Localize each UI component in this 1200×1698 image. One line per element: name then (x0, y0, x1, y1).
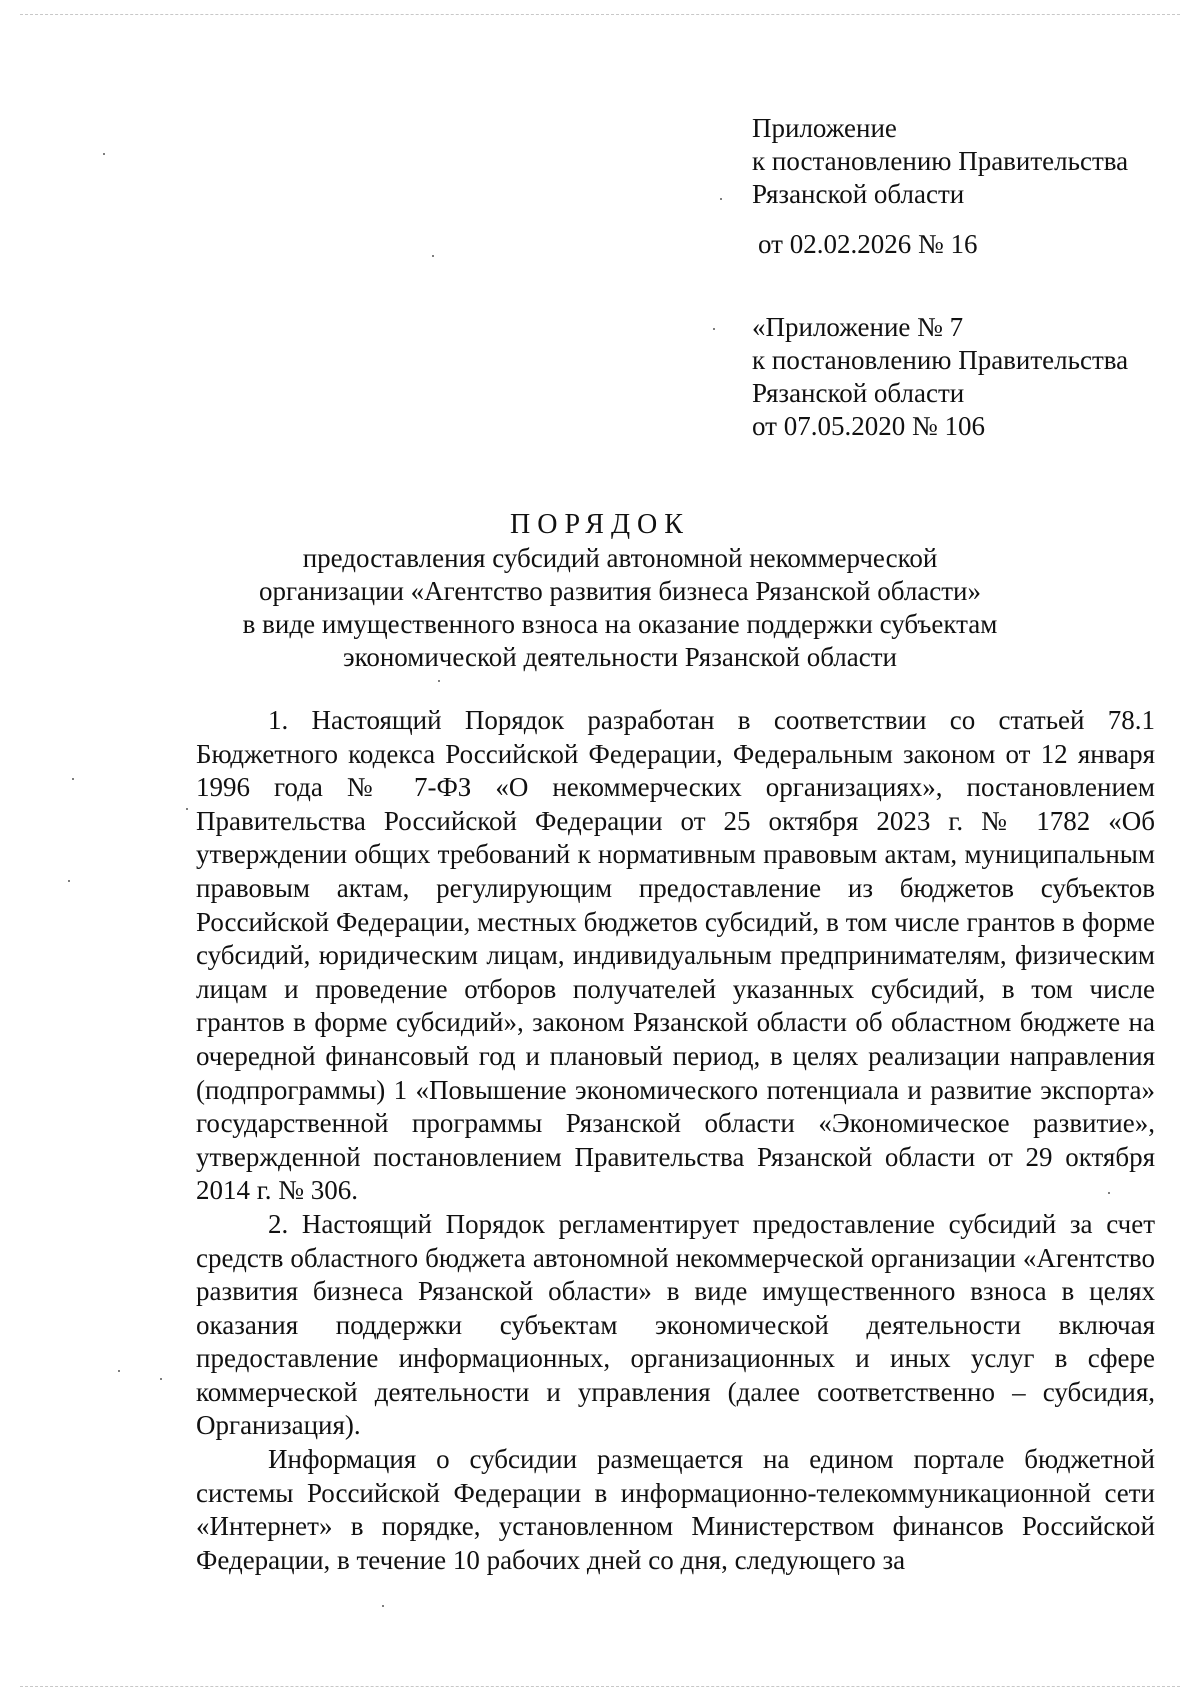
scan-speck (438, 680, 440, 682)
document-title: ПОРЯДОК (510, 509, 690, 540)
subtitle-line: экономической деятельности Рязанской области (343, 642, 897, 672)
document-body (196, 704, 1155, 1577)
subtitle-line: организации «Агентство развития бизнеса Рязанской области» (258, 576, 982, 606)
scan-speck (186, 808, 188, 810)
subtitle-line: предоставления субсидий автономной некоммерческой (302, 543, 938, 573)
scan-speck (720, 198, 722, 200)
subtitle-line: в виде имущественного взноса на оказание поддержки субъектам (242, 609, 998, 639)
appendix-line: Рязанской области (752, 179, 965, 209)
scan-speck (713, 328, 715, 330)
paragraph-3: Информация о субсидии размещается на едином портале бюджетной системы Российской Федерации в информационно-телекоммуникационной сети «Интернет» в порядке, установленном Министерством финансов Российской Федерации, в течение 10 рабочих дней со дня, следующего за (196, 1444, 1155, 1575)
reference-line: Рязанской области (752, 378, 965, 408)
reference-line: «Приложение № 7 (752, 312, 964, 342)
reference-header (752, 311, 1182, 443)
scan-edge-top (20, 14, 1180, 15)
scan-speck (118, 1370, 120, 1372)
reference-line: к постановлению Правительства (752, 345, 1129, 375)
scan-edge-bottom (20, 1686, 1180, 1687)
reference-line: от 07.05.2020 № 106 (752, 411, 985, 441)
scan-speck (160, 1378, 162, 1380)
paragraph-1: 1. Настоящий Порядок разработан в соответствии со статьей 78.1 Бюджетного кодекса Российской Федерации, Федеральным законом от 12 января 1996 года № 7-ФЗ «О некоммерческих организациях», постановлением Правительства Российской Федерации от 25 октября 2023 г. № 1782 «Об утверждении общих требований к нормативным правовым актам, муниципальным правовым актам, регулирующим предоставление из бюджетов субъектов Российской Федерации, местных бюджетов субсидий, в том числе грантов в форме субсидий, юридическим лицам, индивидуальным предпринимателям, физическим лицам и проведение отборов получателей указанных субсидий, в том числе грантов в форме субсидий», законом Рязанской области об областном бюджете на очередной финансовый год и плановый период, в целях реализации направления (подпрограммы) 1 «Повышение экономического потенциала и развитие экспорта» государственной программы Рязанской области «Экономическое развитие», утвержденной постановлением Правительства Рязанской области от 29 октября 2014 г. № 306. (196, 705, 1155, 1206)
scan-speck (103, 153, 105, 155)
document-subtitle (170, 542, 1070, 674)
appendix-line: Приложение (752, 113, 897, 143)
paragraph-2: 2. Настоящий Порядок регламентирует предоставление субсидий за счет средств областного бюджета автономной некоммерческой организации «Агентство развития бизнеса Рязанской области» в виде имущественного взноса в целях оказания поддержки субъектам экономической деятельности включая предоставление информационных, организационных и иных услуг в сфере коммерческой деятельности и управления (далее соответственно – субсидия, Организация). (196, 1208, 1155, 1441)
scan-speck (382, 1605, 384, 1607)
appendix-header (752, 112, 1172, 211)
appendix-date: от 02.02.2026 № 16 (758, 229, 978, 259)
scan-speck (432, 255, 434, 257)
appendix-line: к постановлению Правительства (752, 146, 1129, 176)
scan-speck (72, 778, 74, 780)
scan-speck (68, 880, 70, 882)
